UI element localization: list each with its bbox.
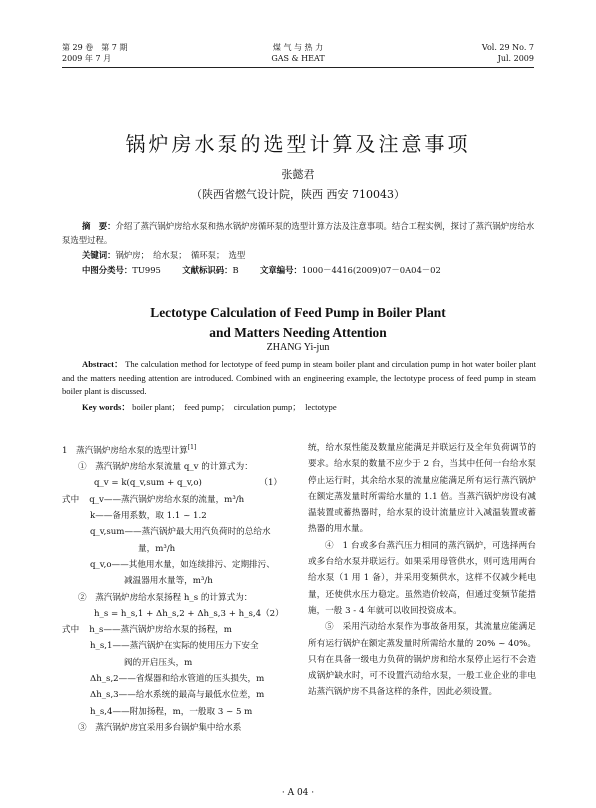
journal-name-zh: 煤 气 与 热 力 (272, 43, 324, 52)
paragraph-2: ④ 1 台或多台蒸汽压力相同的蒸汽锅炉，可选择两台或多台给水泵并联运行。如果采用母管供水，则可选用两台给水泵（1 用 1 备），并采用变频供水，这样不仅减少耗电量，还使供水压力稳定。虽然造价较高，但通过变频节能措施，一般 3 - 4 年就可以收回投资成本。 (308, 540, 536, 616)
title-zh: 锅炉房水泵的选型计算及注意事项 (125, 132, 471, 156)
where-1-d1: q_v,o——其他用水量，如连续排污、定期排污、 (90, 559, 275, 570)
article-no-value: 1000－4416(2009)07－0A04－02 (301, 265, 441, 275)
body-right-column (308, 440, 536, 701)
where-1-a-row (62, 492, 290, 508)
formula-1-expr: q_v = k(q_v,sum + q_v,o) (94, 478, 202, 489)
abstract-en-label: Abstract： (82, 359, 123, 369)
abstract-zh-label: 摘 要： (82, 221, 116, 231)
keywords-en-label: Key words： (82, 401, 130, 412)
affiliation-zh: （陕西省燃气设计院，陕西 西安 710043） (191, 188, 405, 201)
where-2-a: h_s——蒸汽锅炉房给水泵的扬程，m (89, 625, 232, 636)
abstract-en (62, 358, 536, 414)
where-2-d: Δh_s,3——给水系统的最高与最低水位差，m (90, 690, 265, 701)
author-zh: 张懿君 (281, 168, 315, 181)
item-3: ③ 蒸汽锅炉房宜采用多台锅炉集中给水系 (78, 722, 242, 733)
formula-1-number: （1） (259, 478, 282, 489)
header-right (482, 42, 534, 64)
paragraph-1: 统，给水泵性能及数量应能满足并联运行及全年负荷调节的要求。给水泵的数量不应少于 2 台，当其中任何一台给水泵停止运行时，其余给水泵的流量应能满足所有运行蒸汽锅炉在额定蒸发量时所需给水量的 1.1 倍。当蒸汽锅炉房设有减温装置或蓄热器时，给水泵的设计流量应计入减温装置或蓄热器的用水量。 (308, 443, 536, 535)
header-rule (62, 67, 534, 68)
section-citation: [1] (187, 444, 197, 451)
abstract-zh-text: 介绍了蒸汽锅炉房给水泵和热水锅炉房循环泵的选型计算方法及注意事项。结合工程实例，探讨了蒸汽锅炉房给水泵选型过程。 (62, 221, 535, 245)
doc-code-value: B (232, 265, 239, 275)
paragraph-3: ⑤ 采用汽动给水泵作为事故备用泵，其流量应能满足所有运行锅炉在额定蒸发量时所需给水量的 20% ~ 40%。只有在具备一级电力负荷的锅炉房和给水泵停止运行不会造成锅炉缺水时，可不设置汽动给水泵，一般工业企业的非电站蒸汽锅炉房不具备这样的条件，因此必须设置。 (308, 622, 536, 698)
journal-name-en: GAS & HEAT (271, 54, 325, 63)
keywords-zh-text: 锅炉房； 给水泵； 循环泵； 选型 (115, 250, 246, 260)
where-2-label: 式中 (62, 625, 80, 636)
where-2-b2: 阀的开启压头，m (124, 657, 193, 668)
formula-1 (62, 475, 290, 491)
title-en-line2: and Matters Needing Attention (209, 325, 387, 340)
keywords-zh-label: 关键词： (82, 250, 116, 260)
item-1: ① 蒸汽锅炉房给水泵流量 q_v 的计算式为： (78, 462, 253, 473)
author-en: ZHANG Yi-jun (266, 342, 330, 353)
where-1-b: k——备用系数，取 1.1 ~ 1.2 (90, 511, 207, 522)
clc-label: 中图分类号： (82, 265, 133, 275)
where-2-c: Δh_s,2——省煤器和给水管道的压头损失，m (90, 674, 265, 685)
formula-2 (62, 606, 290, 622)
article-no-label: 文章编号： (259, 265, 302, 275)
header-date: 2009 年 7 月 (62, 54, 112, 63)
header-volume-en: Vol. 29 No. 7 (481, 43, 534, 52)
title-en (0, 303, 596, 343)
doc-code-label: 文献标识码： (182, 265, 233, 275)
title-en-line1: Lectotype Calculation of Feed Pump in Boiler Plant (150, 305, 446, 320)
header-volume: 第 29 卷 第 7 期 (62, 43, 128, 52)
section-heading: 1 蒸汽锅炉房给水泵的选型计算[1] (62, 444, 197, 456)
abstract-zh (62, 219, 536, 277)
where-1-c2: 量，m³/h (138, 543, 176, 554)
where-2-e: h_s,4——附加扬程，m，一般取 3 ~ 5 m (90, 706, 253, 717)
formula-2-expr: h_s = h_s,1 + Δh_s,2 + Δh_s,3 + h_s,4 (94, 608, 262, 619)
classification-line (62, 263, 536, 277)
keywords-en-text: boiler plant； feed pump； circulation pump； lectotype (132, 401, 337, 412)
item-2: ② 蒸汽锅炉房给水泵扬程 h_s 的计算式为： (78, 592, 253, 603)
header-date-en: Jul. 2009 (497, 54, 534, 63)
where-1-label: 式中 (62, 494, 80, 505)
abstract-en-text: The calculation method for lectotype of feed pump in steam boiler plant and circulation pump in hot water boiler plant and the matters needing attention are introduced. Combined with an engineering example, the lectotype process of feed pump in steam boiler plant is discussed. (62, 359, 536, 396)
formula-2-number: （2） (261, 608, 284, 619)
where-1-a: q_v——蒸汽锅炉房给水泵的流量，m³/h (89, 494, 245, 505)
clc-value: TU995 (132, 265, 161, 275)
page-number: · A 04 · (281, 788, 315, 798)
body-left-column (62, 440, 290, 736)
where-1-d2: 减温器用水量等，m³/h (124, 576, 213, 587)
where-2-b1: h_s,1——蒸汽锅炉在实际的使用压力下安全 (90, 641, 259, 652)
where-2-a-row (62, 622, 290, 638)
where-1-c1: q_v,sum——蒸汽锅炉最大用汽负荷时的总给水 (90, 527, 271, 538)
